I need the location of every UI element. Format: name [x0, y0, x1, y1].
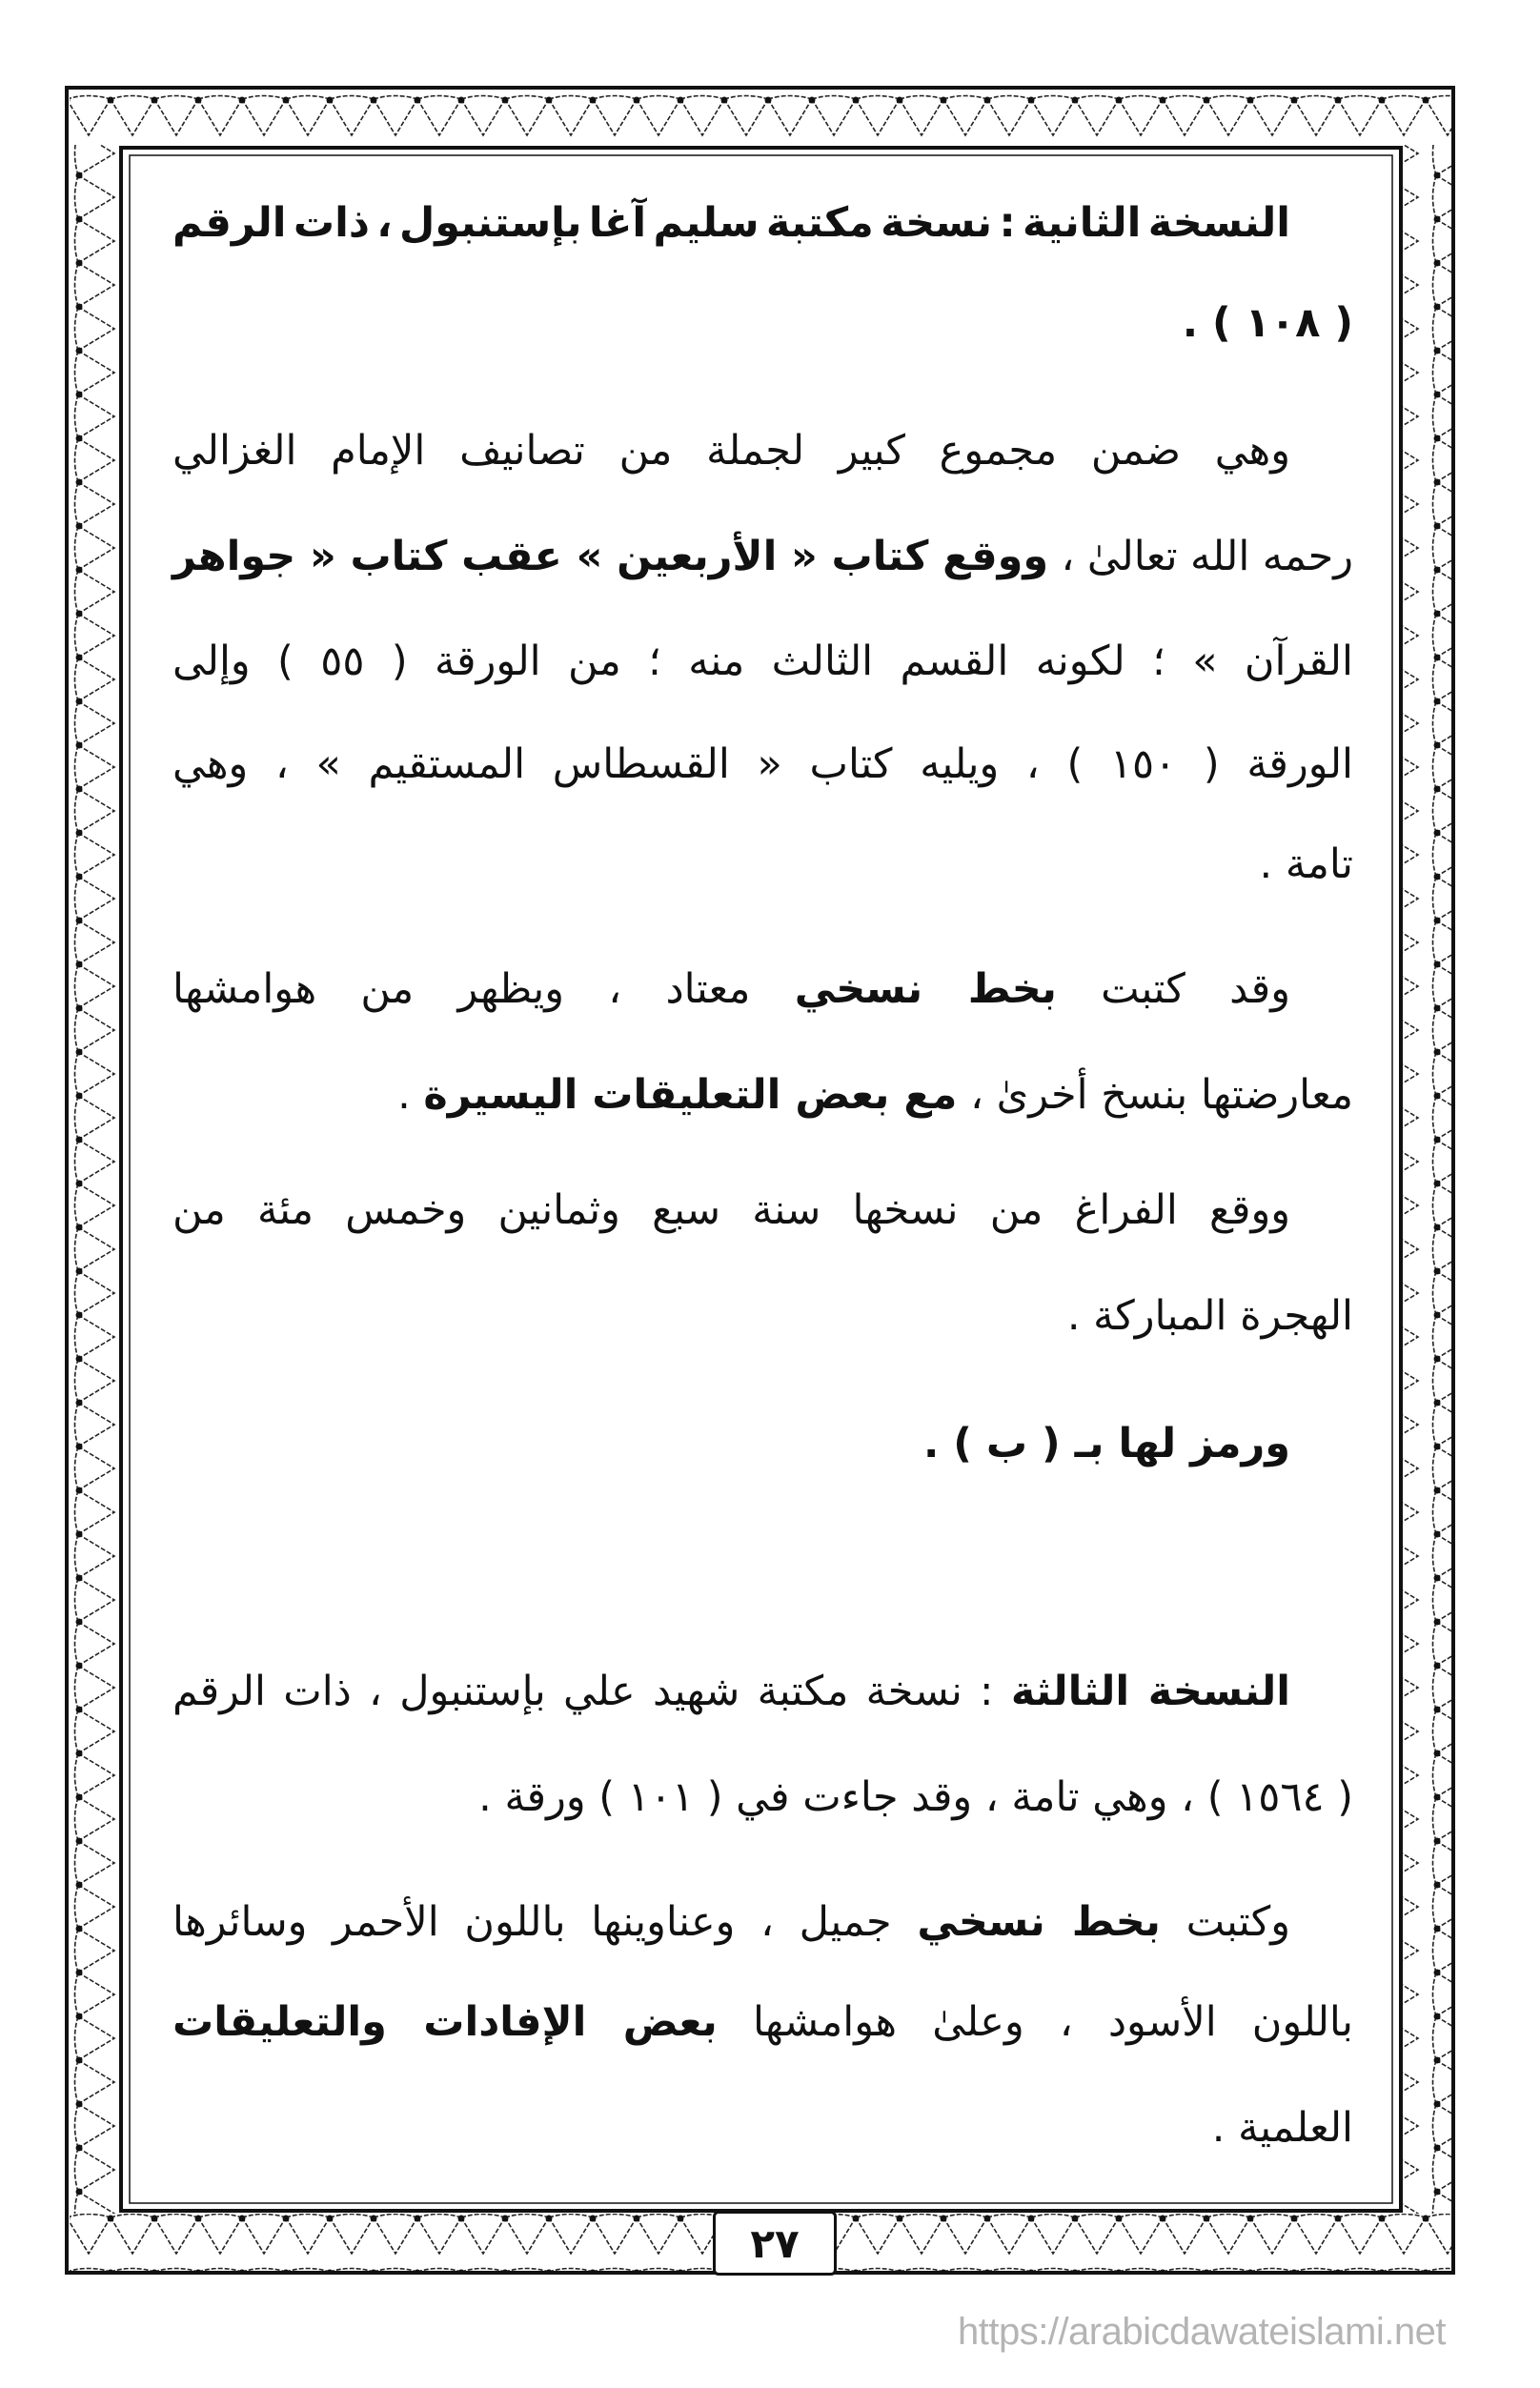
bold-text-segment: بعض الإفادات والتعليقات — [172, 1998, 718, 2046]
text-segment: ووقع الفراغ من نسخها سنة سبع وثمانين وخمس مئة من — [172, 1186, 1290, 1234]
text-segment: . — [397, 1071, 424, 1119]
bold-text-segment: النسخة الثانية : نسخة مكتبة سليم آغا بإستنبول ، ذات الرقم — [172, 199, 1290, 247]
text-line — [172, 955, 1290, 1023]
text-segment: وقد كتبت — [1056, 965, 1290, 1013]
text-line — [172, 289, 1353, 357]
bold-text-segment: بخط نسخي — [794, 965, 1057, 1013]
text-segment: العلمية . — [1211, 2104, 1353, 2152]
text-line — [172, 2094, 1353, 2162]
text-line — [172, 522, 1353, 591]
text-line — [172, 1282, 1353, 1350]
bold-text-segment: مع بعض التعليقات اليسيرة — [423, 1071, 958, 1119]
text-segment: جميل ، وعناوينها باللون الأحمر وسائرها — [172, 1898, 918, 1946]
bold-text-segment: ورمز لها بـ ( ب ) . — [922, 1420, 1290, 1467]
text-segment: وهي ضمن مجموع كبير لجملة من تصانيف الإمام الغزالي — [172, 427, 1290, 475]
text-segment: القرآن » ؛ لكونه القسم الثالث منه ؛ من الورقة ( ٥٥ ) وإلى — [172, 637, 1353, 685]
page-number-text: ٢٧ — [750, 2219, 800, 2267]
text-segment: وكتبت — [1160, 1898, 1291, 1946]
text-line — [172, 416, 1290, 485]
text-line — [172, 1061, 1353, 1129]
watermark-url: https://arabicdawateislami.net — [958, 2311, 1446, 2353]
text-line — [172, 830, 1353, 899]
text-segment: الهجرة المباركة . — [1066, 1292, 1353, 1340]
text-segment: الورقة ( ١٥٠ ) ، ويليه كتاب « القسطاس المستقيم » ، وهي — [172, 740, 1353, 788]
text-segment: ( ١٥٦٤ ) ، وهي تامة ، وقد جاءت في ( ١٠١ ) ورقة . — [478, 1773, 1353, 1821]
text-line — [172, 1888, 1290, 1956]
text-line — [172, 1988, 1353, 2056]
text-line — [172, 1409, 1290, 1478]
text-line — [172, 1176, 1290, 1245]
bold-text-segment: ( ١٠٨ ) . — [1182, 299, 1353, 347]
text-segment: رحمه الله تعالىٰ ، — [1048, 533, 1353, 580]
text-segment: معارضتها بنسخ أخرىٰ ، — [957, 1071, 1353, 1119]
text-segment: تامة . — [1259, 840, 1353, 888]
text-line — [172, 627, 1353, 696]
text-line — [172, 1657, 1290, 1726]
text-segment: باللون الأسود ، وعلىٰ هوامشها — [717, 1998, 1353, 2046]
bold-text-segment: ووقع كتاب « الأربعين » عقب كتاب « جواهر — [172, 533, 1049, 580]
page-number — [713, 2211, 837, 2276]
text-line — [172, 1763, 1353, 1831]
text-segment: معتاد ، ويظهر من هوامشها — [172, 965, 795, 1013]
text-line — [172, 730, 1353, 799]
text-line — [172, 189, 1290, 257]
bold-text-segment: النسخة الثالثة — [1010, 1668, 1291, 1715]
text-segment: : نسخة مكتبة شهيد علي بإستنبول ، ذات الرقم — [172, 1668, 1011, 1715]
bold-text-segment: بخط نسخي — [917, 1898, 1161, 1946]
